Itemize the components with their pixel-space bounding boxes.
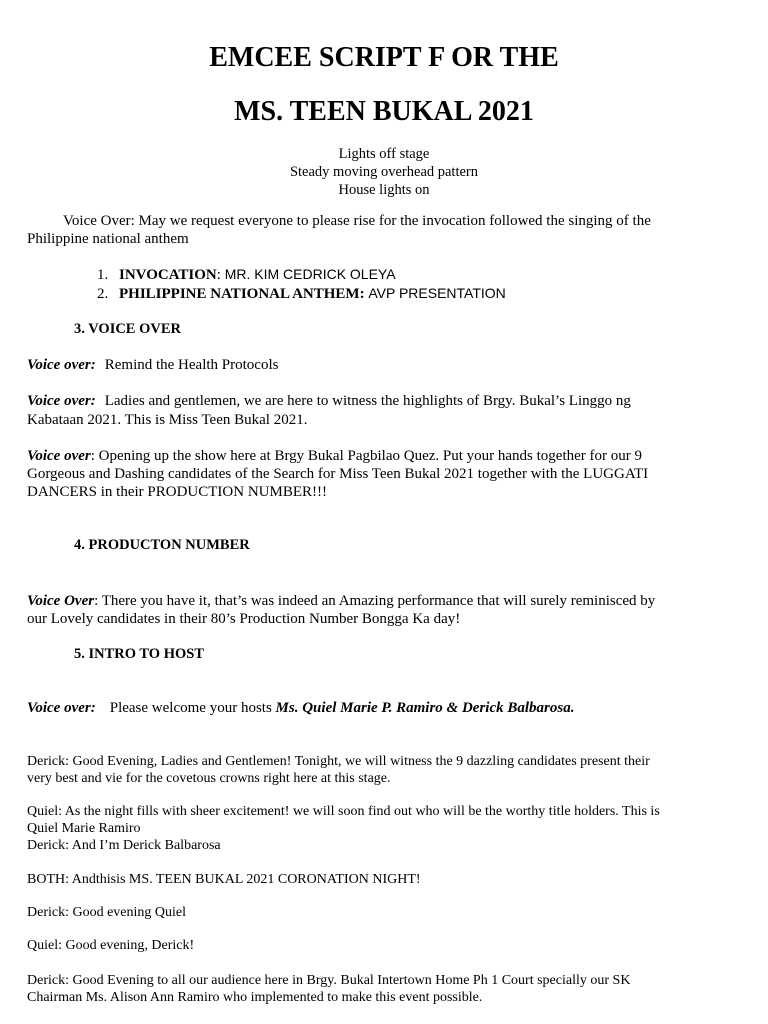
voice-over-welcome-hosts [27, 700, 574, 718]
host-names: Ms. Quiel Marie P. Ramiro & Derick Balbarosa. [275, 700, 575, 716]
voice-over-text: Remind the Health Protocols [104, 357, 279, 373]
voice-over-text: : Opening up the show here at Brgy Bukal Pagbilao Quez. Put your hands together for our 9 [90, 448, 643, 464]
voice-over-health [27, 357, 278, 375]
dialogue-line: BOTH: Andthisis MS. TEEN BUKAL 2021 CORONATION NIGHT! [27, 872, 421, 887]
voice-over-text: Ladies and gentlemen, we are here to witness the highlights of Brgy. Bukal’s Linggo ng [104, 393, 631, 409]
voice-over-opening-line1 [27, 448, 642, 466]
voice-over-label: Voice Over [27, 593, 95, 609]
dialogue-line: Quiel: As the night fills with sheer excitement! we will soon find out who will be the worthy title holders. This is [27, 804, 660, 819]
list-number: 2. [97, 286, 109, 302]
voice-over-ladies-line2: Kabataan 2021. This is Miss Teen Bukal 2021. [27, 412, 308, 428]
dialogue-line: Quiel: Good evening, Derick! [27, 938, 195, 953]
voice-over-text: Please welcome your hosts [109, 700, 276, 716]
document-title-line2: MS. TEEN BUKAL 2021 [234, 96, 534, 127]
voice-over-text: : There you have it, that’s was indeed an Amazing performance that will surely reminisced by [94, 593, 656, 609]
document-title-line1: EMCEE SCRIPT F OR THE [209, 42, 559, 73]
section-heading-voice-over: 3. VOICE OVER [74, 321, 182, 337]
list-number: 1. [97, 267, 109, 283]
voice-over-performance-line2: our Lovely candidates in their 80’s Production Number Bongga Ka day! [27, 611, 461, 627]
dialogue-line: Derick: Good Evening, Ladies and Gentlemen! Tonight, we will witness the 9 dazzling candidates present their [27, 754, 650, 769]
dialogue-line: Derick: And I’m Derick Balbarosa [27, 838, 221, 853]
voice-over-performance-line1 [27, 593, 655, 611]
section-heading-intro-to-host: 5. INTRO TO HOST [74, 646, 205, 662]
dialogue-line: Chairman Ms. Alison Ann Ramiro who implemented to make this event possible. [27, 990, 483, 1005]
invocation-intro-line1: Voice Over: May we request everyone to please rise for the invocation followed the singing of the [63, 213, 651, 229]
stage-note: House lights on [338, 182, 430, 198]
list-item-anthem [97, 285, 506, 304]
voice-over-label: Voice over: [27, 393, 96, 409]
list-label: PHILIPPINE NATIONAL ANTHEM: [119, 286, 365, 302]
invocation-intro-line2: Philippine national anthem [27, 231, 189, 247]
list-sep: : [216, 267, 225, 283]
dialogue-line: Derick: Good Evening to all our audience here in Brgy. Bukal Intertown Home Ph 1 Court specially our SK [27, 973, 631, 988]
voice-over-label: Voice over [27, 448, 91, 464]
voice-over-opening-line3: DANCERS in their PRODUCTION NUMBER!!! [27, 484, 327, 500]
stage-note: Lights off stage [338, 146, 430, 162]
list-value: AVP PRESENTATION [368, 285, 506, 301]
dialogue-line: very best and vie for the covetous crowns right here at this stage. [27, 771, 391, 786]
list-item-invocation [97, 266, 396, 285]
dialogue-line: Quiel Marie Ramiro [27, 821, 141, 836]
voice-over-ladies-line1 [27, 393, 631, 411]
stage-note: Steady moving overhead pattern [289, 164, 479, 180]
voice-over-label: Voice over: [27, 700, 96, 716]
voice-over-opening-line2: Gorgeous and Dashing candidates of the Search for Miss Teen Bukal 2021 together with the LUGGATI [27, 466, 649, 482]
list-label: INVOCATION [119, 267, 217, 283]
list-value: MR. KIM CEDRICK OLEYA [224, 266, 396, 282]
dialogue-line: Derick: Good evening Quiel [27, 905, 187, 920]
voice-over-label: Voice over: [27, 357, 96, 373]
section-heading-production-number: 4. PRODUCTON NUMBER [74, 537, 250, 553]
